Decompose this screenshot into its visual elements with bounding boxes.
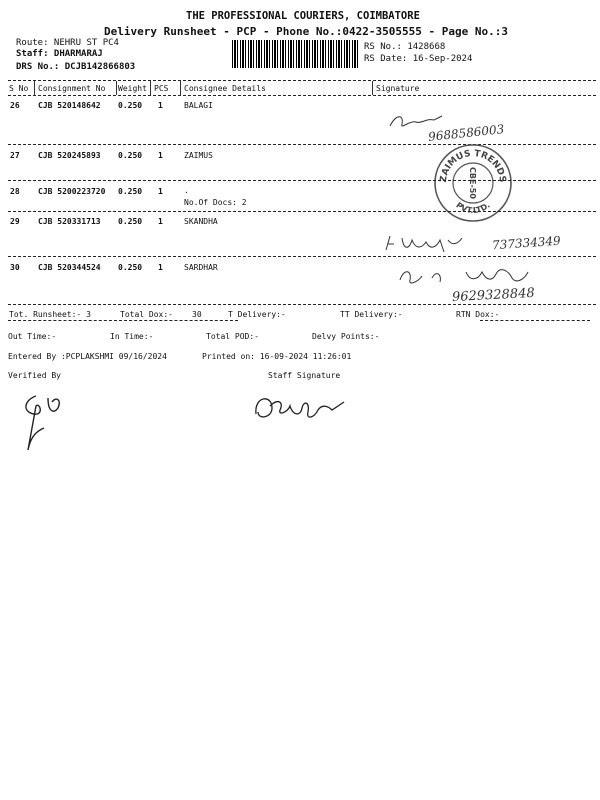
runsheet-subtitle: Delivery Runsheet - PCP - Phone No.:0422-3505555 - Page No.:3	[104, 25, 508, 38]
col-header-weight: Weight	[118, 84, 147, 93]
table-row-doc-count: No.Of Docs: 2	[184, 198, 247, 207]
row-divider	[8, 211, 596, 212]
signature-scribble	[396, 262, 546, 288]
verifier-signature	[14, 392, 74, 454]
staff-signature-label: Staff Signature	[268, 371, 341, 380]
row-divider	[8, 180, 596, 181]
table-row-sno: 28	[10, 187, 20, 196]
rs-number: RS No.: 1428668	[364, 42, 446, 52]
delvy-points-label: Delvy Points:-	[312, 332, 380, 341]
summary-rule	[8, 320, 238, 321]
staff-signature	[250, 388, 350, 428]
total-dox-value: 30	[192, 310, 202, 319]
handwritten-phone: 9688586003	[427, 122, 505, 144]
rtn-dox-label: RTN Dox:-	[456, 310, 500, 319]
summary-rule	[480, 320, 590, 321]
table-row-sno: 29	[10, 217, 20, 226]
table-row-consignee: BALAGI	[184, 101, 213, 110]
table-row-pcs: 1	[158, 187, 163, 196]
table-row-consignment: CJB 520245893	[38, 151, 101, 160]
table-row-weight: 0.250	[118, 217, 143, 226]
table-row-pcs: 1	[158, 101, 163, 110]
table-row-weight: 0.250	[118, 263, 143, 272]
table-row-consignee: ZAIMUS	[184, 151, 213, 160]
table-row-consignment: CJB 520148642	[38, 101, 101, 110]
col-header-consignment: Consignment No	[38, 84, 106, 93]
table-row-weight: 0.250	[118, 187, 143, 196]
table-row-pcs: 1	[158, 151, 163, 160]
stamp-center-text: CBE-50	[468, 167, 477, 199]
total-dox-label: Total Dox:-	[120, 310, 173, 319]
col-divider	[180, 81, 181, 95]
handwritten-phone: 737334349	[491, 233, 562, 253]
col-header-pcs: PCS	[154, 84, 169, 93]
printed-on: Printed on: 16-09-2024 11:26:01	[202, 352, 352, 361]
out-time-label: Out Time:-	[8, 332, 57, 341]
tt-delivery-label: TT Delivery:-	[340, 310, 403, 319]
table-row-consignee: .	[184, 186, 189, 195]
signature-scribble	[386, 112, 446, 134]
rs-date: RS Date: 16-Sep-2024	[364, 54, 473, 64]
signature-scribble	[382, 230, 482, 254]
stamp-bottom-text: PVT.LTD.	[454, 200, 492, 216]
verified-by-label: Verified By	[8, 371, 61, 380]
col-header-consignee: Consignee Details	[184, 84, 266, 93]
table-row-consignment: CJB 520331713	[38, 217, 101, 226]
t-delivery-label: T Delivery:-	[228, 310, 286, 319]
col-divider	[34, 81, 35, 95]
col-header-sno: S No	[9, 84, 29, 93]
table-row-weight: 0.250	[118, 151, 143, 160]
col-divider	[150, 81, 151, 95]
col-header-signature: Signature	[376, 84, 420, 93]
total-runsheet: Tot. Runsheet:- 3	[9, 310, 91, 319]
total-pod-label: Total POD:-	[206, 332, 259, 341]
table-row-consignee: SKANDHA	[184, 217, 218, 226]
table-row-pcs: 1	[158, 263, 163, 272]
col-divider	[116, 81, 117, 95]
row-divider	[8, 256, 596, 257]
barcode	[232, 40, 358, 68]
handwritten-phone: 9629328848	[451, 285, 536, 306]
entered-by: Entered By :PCPLAKSHMI 09/16/2024	[8, 352, 167, 361]
table-row-sno: 30	[10, 263, 20, 272]
table-row-sno: 26	[10, 101, 20, 110]
col-divider	[372, 81, 373, 95]
table-row-consignment: CJB 520344524	[38, 263, 101, 272]
table-header-rule	[8, 95, 596, 96]
route-label: Route: NEHRU ST PC4	[16, 38, 119, 48]
table-row-pcs: 1	[158, 217, 163, 226]
table-row-weight: 0.250	[118, 101, 143, 110]
table-row-consignment: CJB 5200223720	[38, 187, 106, 196]
company-title: THE PROFESSIONAL COURIERS, COIMBATORE	[186, 10, 420, 22]
stamp-top-text: ZAIMUS TRENDS	[438, 148, 508, 184]
table-row-sno: 27	[10, 151, 20, 160]
table-top-rule	[8, 80, 596, 81]
staff-label: Staff: DHARMARAJ	[16, 49, 103, 59]
table-bottom-rule	[8, 304, 596, 305]
in-time-label: In Time:-	[110, 332, 154, 341]
table-row-consignee: SARDHAR	[184, 263, 218, 272]
drs-number: DRS No.: DCJB142866803	[16, 62, 136, 72]
